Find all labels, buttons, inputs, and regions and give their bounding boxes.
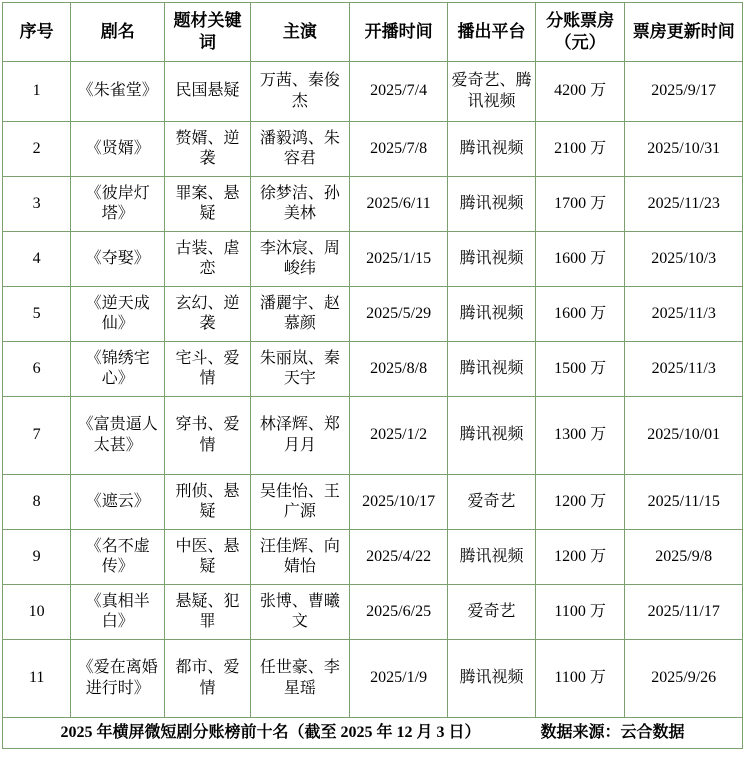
cell-title: 《遮云》 — [71, 475, 165, 530]
cell-gross: 1700 万 — [535, 177, 625, 232]
cell-cast: 万茜、秦俊杰 — [250, 62, 349, 122]
cell-index: 6 — [3, 342, 71, 397]
cell-updated: 2025/11/3 — [625, 287, 743, 342]
cell-cast: 林泽辉、郑月月 — [250, 397, 349, 475]
cell-platform: 爱奇艺 — [448, 475, 536, 530]
column-header-index: 序号 — [3, 3, 71, 62]
cell-updated: 2025/10/01 — [625, 397, 743, 475]
cell-premiere: 2025/10/17 — [350, 475, 448, 530]
cell-updated: 2025/9/8 — [625, 530, 743, 585]
cell-premiere: 2025/7/4 — [350, 62, 448, 122]
column-header-cast: 主演 — [250, 3, 349, 62]
cell-platform: 腾讯视频 — [448, 122, 536, 177]
column-header-updated: 票房更新时间 — [625, 3, 743, 62]
cell-updated: 2025/11/15 — [625, 475, 743, 530]
cell-cast: 吴佳怡、王广源 — [250, 475, 349, 530]
table-row — [3, 342, 743, 397]
cell-tags: 民国悬疑 — [165, 62, 250, 122]
cell-tags: 悬疑、犯罪 — [165, 585, 250, 640]
cell-premiere: 2025/1/15 — [350, 232, 448, 287]
table-row — [3, 640, 743, 718]
cell-gross: 2100 万 — [535, 122, 625, 177]
footer-cell — [3, 718, 743, 749]
cell-tags: 宅斗、爱情 — [165, 342, 250, 397]
cell-index: 8 — [3, 475, 71, 530]
cell-cast: 徐梦洁、孙美林 — [250, 177, 349, 232]
table-row — [3, 177, 743, 232]
table-row — [3, 287, 743, 342]
cell-platform: 腾讯视频 — [448, 530, 536, 585]
cell-premiere: 2025/4/22 — [350, 530, 448, 585]
cell-premiere: 2025/7/8 — [350, 122, 448, 177]
cell-cast: 张博、曹曦文 — [250, 585, 349, 640]
cell-cast: 任世豪、李星瑶 — [250, 640, 349, 718]
cell-platform: 腾讯视频 — [448, 177, 536, 232]
footer-source: 数据来源：云合数据 — [540, 723, 685, 741]
table-row — [3, 232, 743, 287]
cell-tags: 都市、爱情 — [165, 640, 250, 718]
cell-index: 4 — [3, 232, 71, 287]
table-row — [3, 397, 743, 475]
cell-tags: 穿书、爱情 — [165, 397, 250, 475]
cell-gross: 1600 万 — [535, 287, 625, 342]
cell-cast: 朱丽岚、秦天宇 — [250, 342, 349, 397]
cell-gross: 1200 万 — [535, 530, 625, 585]
cell-updated: 2025/10/31 — [625, 122, 743, 177]
cell-index: 2 — [3, 122, 71, 177]
cell-tags: 古装、虐恋 — [165, 232, 250, 287]
cell-title: 《夺娶》 — [71, 232, 165, 287]
table-row — [3, 475, 743, 530]
cell-title: 《真相半白》 — [71, 585, 165, 640]
cell-index: 9 — [3, 530, 71, 585]
table-row — [3, 530, 743, 585]
cell-updated: 2025/9/26 — [625, 640, 743, 718]
drama-ranking-table — [2, 2, 743, 749]
cell-title: 《贤婿》 — [71, 122, 165, 177]
cell-platform: 爱奇艺、腾讯视频 — [448, 62, 536, 122]
cell-cast: 潘毅鸿、朱容君 — [250, 122, 349, 177]
column-header-premiere: 开播时间 — [350, 3, 448, 62]
cell-premiere: 2025/8/8 — [350, 342, 448, 397]
column-header-tags: 题材关键词 — [165, 3, 250, 62]
cell-tags: 刑侦、悬疑 — [165, 475, 250, 530]
cell-tags: 罪案、悬疑 — [165, 177, 250, 232]
column-header-gross: 分账票房（元） — [535, 3, 625, 62]
cell-title: 《富贵逼人太甚》 — [71, 397, 165, 475]
cell-title: 《朱雀堂》 — [71, 62, 165, 122]
drama-ranking-sheet — [0, 2, 745, 775]
cell-gross: 1500 万 — [535, 342, 625, 397]
cell-index: 5 — [3, 287, 71, 342]
cell-premiere: 2025/6/11 — [350, 177, 448, 232]
cell-gross: 1300 万 — [535, 397, 625, 475]
cell-premiere: 2025/5/29 — [350, 287, 448, 342]
cell-gross: 1100 万 — [535, 640, 625, 718]
cell-index: 10 — [3, 585, 71, 640]
cell-index: 7 — [3, 397, 71, 475]
cell-updated: 2025/11/23 — [625, 177, 743, 232]
cell-tags: 玄幻、逆袭 — [165, 287, 250, 342]
cell-title: 《名不虚传》 — [71, 530, 165, 585]
cell-title: 《逆天成仙》 — [71, 287, 165, 342]
cell-platform: 腾讯视频 — [448, 640, 536, 718]
cell-gross: 1100 万 — [535, 585, 625, 640]
cell-index: 11 — [3, 640, 71, 718]
cell-tags: 赘婿、逆袭 — [165, 122, 250, 177]
cell-premiere: 2025/1/2 — [350, 397, 448, 475]
cell-gross: 4200 万 — [535, 62, 625, 122]
table-row — [3, 62, 743, 122]
cell-title: 《爱在离婚进行时》 — [71, 640, 165, 718]
cell-index: 1 — [3, 62, 71, 122]
cell-cast: 潘麗宇、赵慕颜 — [250, 287, 349, 342]
cell-gross: 1600 万 — [535, 232, 625, 287]
table-footer-row — [3, 718, 743, 749]
cell-updated: 2025/11/3 — [625, 342, 743, 397]
column-header-platform: 播出平台 — [448, 3, 536, 62]
cell-premiere: 2025/1/9 — [350, 640, 448, 718]
cell-cast: 汪佳辉、向婧怡 — [250, 530, 349, 585]
table-row — [3, 585, 743, 640]
cell-tags: 中医、悬疑 — [165, 530, 250, 585]
cell-gross: 1200 万 — [535, 475, 625, 530]
column-header-title: 剧名 — [71, 3, 165, 62]
footer-title: 2025 年横屏微短剧分账榜前十名（截至 2025 年 12 月 3 日） — [60, 723, 481, 741]
cell-cast: 李沐宸、周峻纬 — [250, 232, 349, 287]
cell-updated: 2025/11/17 — [625, 585, 743, 640]
cell-platform: 爱奇艺 — [448, 585, 536, 640]
cell-title: 《锦绣宅心》 — [71, 342, 165, 397]
cell-premiere: 2025/6/25 — [350, 585, 448, 640]
cell-platform: 腾讯视频 — [448, 232, 536, 287]
cell-index: 3 — [3, 177, 71, 232]
cell-platform: 腾讯视频 — [448, 287, 536, 342]
cell-platform: 腾讯视频 — [448, 397, 536, 475]
table-row — [3, 122, 743, 177]
cell-updated: 2025/10/3 — [625, 232, 743, 287]
cell-updated: 2025/9/17 — [625, 62, 743, 122]
table-header-row — [3, 3, 743, 62]
cell-platform: 腾讯视频 — [448, 342, 536, 397]
cell-title: 《彼岸灯塔》 — [71, 177, 165, 232]
